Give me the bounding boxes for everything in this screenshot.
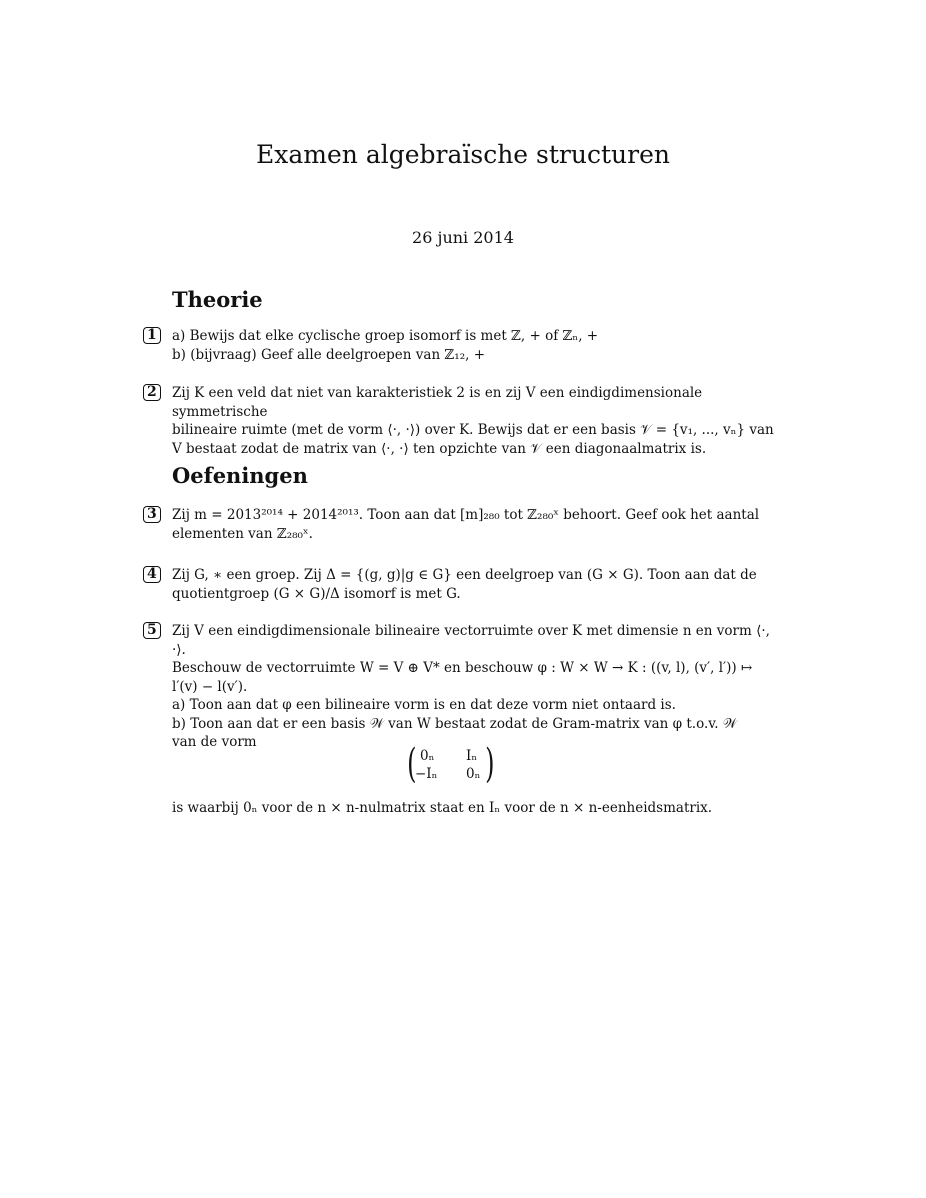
matrix-cell-r2c1: −Iₙ [415,766,438,782]
question-4-text [172,566,784,603]
question-1-text [172,327,784,364]
question-3-line-1: Zij m = 2013²⁰¹⁴ + 2014²⁰¹³. Toon aan dat [m]₂₈₀ tot ℤ₂₈₀ˣ behoort. Geef ook het aantal [172,507,760,523]
question-number-4: 4 [143,566,161,583]
question-2-line-2: bilineaire ruimte (met de vorm ⟨·, ·⟩) over K. Bewijs dat er een basis 𝒱 = {v₁, ..., vₙ} van [172,422,774,438]
question-number-5: 5 [143,622,161,639]
matrix-cell-r1c1: 0ₙ [420,748,435,764]
page-title: Examen algebraïsche structuren [256,140,670,169]
question-number-2: 2 [143,384,161,401]
question-4-line-2: quotientgroep (G × G)/Δ isomorf is met G. [172,585,461,602]
matrix-left-paren: ( [407,741,417,787]
exam-date: 26 juni 2014 [412,228,514,247]
question-5-line-2: Beschouw de vectorruimte W = V ⊕ V* en beschouw φ : W × W → K : ((v, l), (v′, l′)) ↦ [172,660,753,676]
question-5-text [172,622,784,752]
section-heading-theorie: Theorie [172,287,263,312]
question-1-line-1: a) Bewijs dat elke cyclische groep isomorf is met ℤ, + of ℤₙ, + [172,328,599,344]
question-3-line-2: elementen van ℤ₂₈₀ˣ. [172,525,313,542]
section-heading-oefeningen: Oefeningen [172,463,308,488]
question-1-line-2: b) (bijvraag) Geef alle deelgroepen van ℤ₁₂, + [172,346,486,363]
question-2-line-3: V bestaat zodat de matrix van ⟨·, ·⟩ ten opzichte van 𝒱 een diagonaalmatrix is. [172,440,707,457]
question-5-line-3: l′(v) − l(v′). [172,678,248,695]
question-5-line-6: van de vorm [172,734,257,750]
question-3-text [172,506,784,543]
question-5-line-1: Zij V een eindigdimensionale bilineaire vectorruimte over K met dimensie n en vorm ⟨·, ·⟩. [172,623,770,658]
question-5-line-5: b) Toon aan dat er een basis 𝒲 van W bestaat zodat de Gram-matrix van φ t.o.v. 𝒲 [172,715,738,732]
matrix-cell-r1c2: Iₙ [466,748,478,764]
question-number-3: 3 [143,506,161,523]
question-5-line-4: a) Toon aan dat φ een bilineaire vorm is en dat deze vorm niet ontaard is. [172,697,676,713]
matrix-right-paren: ) [485,741,495,787]
question-number-1: 1 [143,327,161,344]
question-2-line-1: Zij K een veld dat niet van karakteristiek 2 is en zij V een eindigdimensionale symmetrische [172,385,703,420]
question-4-line-1: Zij G, ∗ een groep. Zij Δ = {(g, g)|g ∈ G} een deelgroep van (G × G). Toon aan dat de [172,567,757,583]
matrix-cell-r2c2: 0ₙ [466,766,481,782]
question-2-text [172,384,784,458]
question-5-conclusion: is waarbij 0ₙ voor de n × n-nulmatrix staat en Iₙ voor de n × n-eenheidsmatrix. [172,800,713,816]
